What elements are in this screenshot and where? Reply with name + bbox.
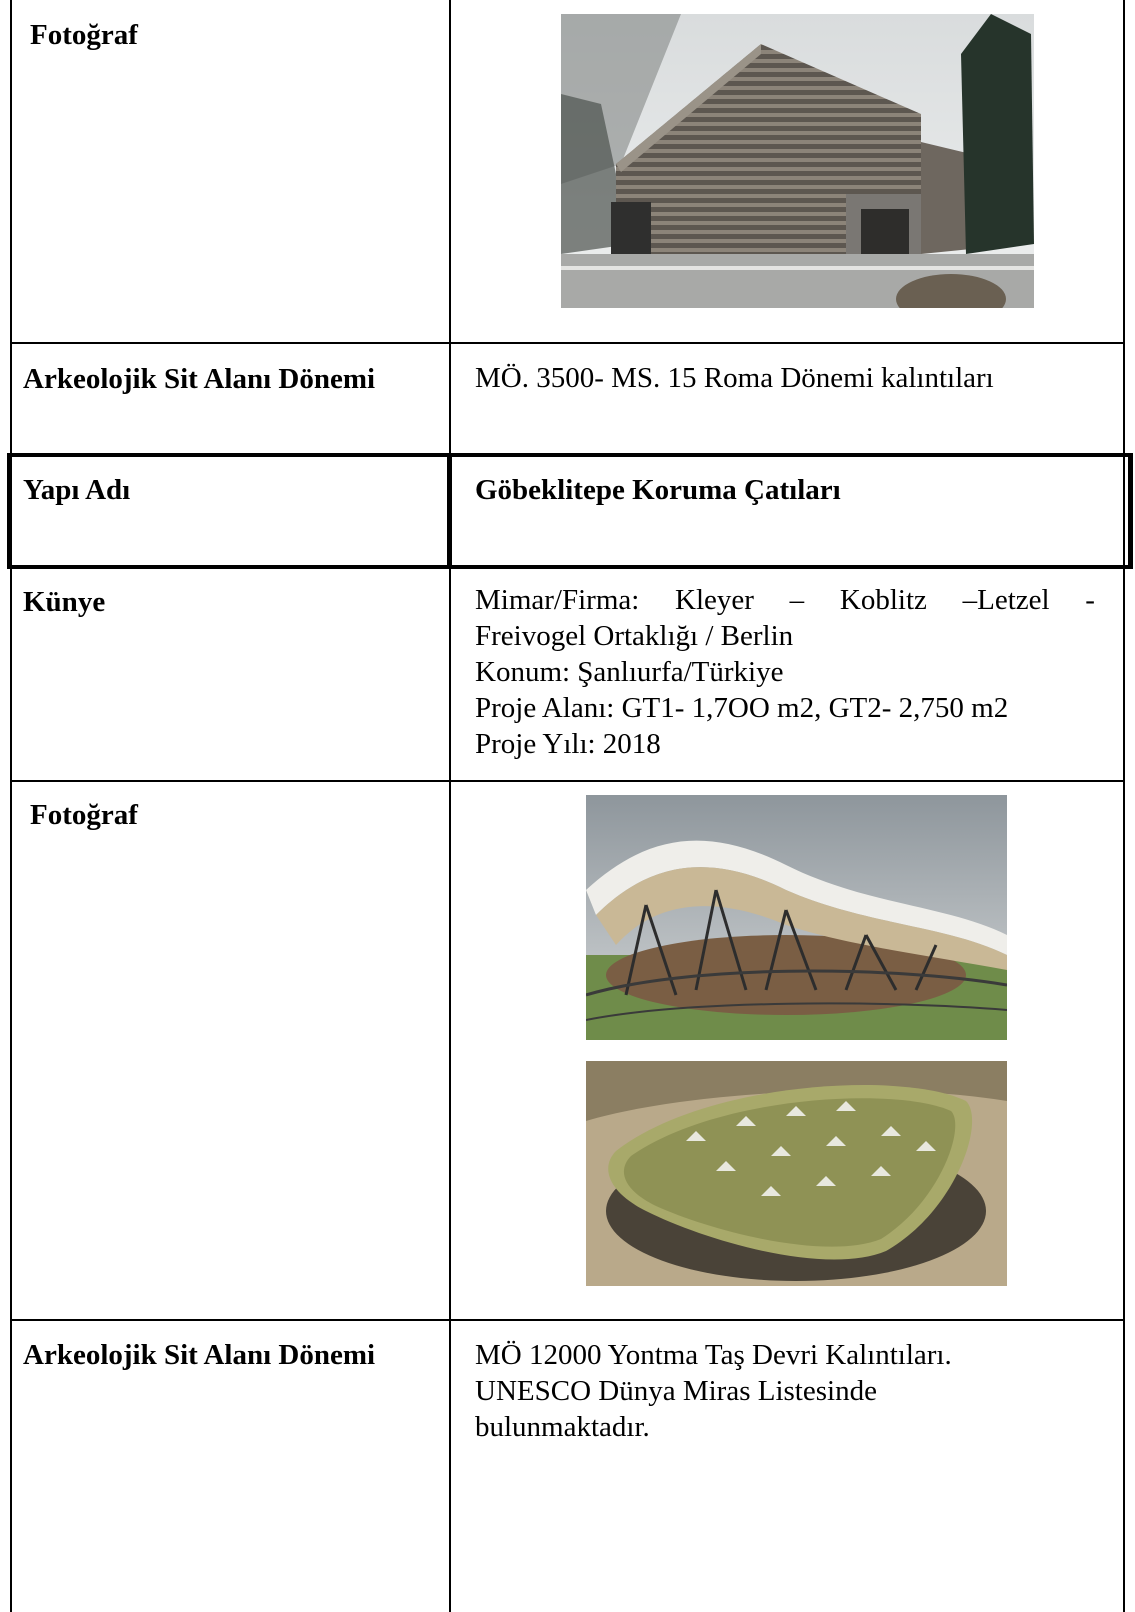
row-label-photo: Fotoğraf: [30, 799, 138, 831]
period-line: bulunmaktadır.: [475, 1411, 650, 1443]
row-label-period: Arkeolojik Sit Alanı Dönemi: [23, 363, 376, 395]
highlight-frame-left: [7, 453, 12, 569]
credits-area-line: Proje Alanı: GT1- 1,7OO m2, GT2- 2,750 m2: [475, 692, 1009, 724]
row-label-photo: Fotoğraf: [30, 19, 138, 51]
row-divider-thick: [10, 565, 1133, 569]
table-border-right: [1123, 0, 1125, 1612]
credits-architect-line: [475, 582, 1095, 618]
credits-block: [475, 582, 1115, 762]
credits-architect-name-3: –Letzel: [962, 584, 1050, 616]
credits-architect-name-2: Koblitz: [839, 584, 927, 616]
row-label-building-name: Yapı Adı: [23, 474, 131, 506]
period-value: MÖ. 3500- MS. 15 Roma Dönemi kalıntıları: [475, 362, 994, 394]
period-line: UNESCO Dünya Miras Listesinde: [475, 1375, 877, 1407]
credits-architect-name-1: Kleyer: [675, 584, 754, 616]
green-roof-aerial-photo: [586, 1061, 1007, 1286]
credits-dash: –: [789, 584, 805, 616]
wooden-slatted-building-photo: [561, 14, 1034, 308]
table-column-divider: [449, 0, 451, 1612]
credits-location-line: Konum: Şanlıurfa/Türkiye: [475, 656, 784, 688]
credits-year-line: Proje Yılı: 2018: [475, 728, 661, 760]
row-divider: [10, 780, 1125, 782]
credits-dash: -: [1085, 584, 1095, 616]
highlight-frame-mid: [447, 453, 452, 569]
period-line: MÖ 12000 Yontma Taş Devri Kalıntıları.: [475, 1339, 952, 1371]
period-description: [475, 1337, 1115, 1445]
row-label-credits: Künye: [23, 586, 106, 618]
credits-architect-label: Mimar/Firma:: [475, 584, 640, 616]
table-border-left: [10, 0, 12, 1612]
row-label-period: Arkeolojik Sit Alanı Dönemi: [23, 1339, 376, 1371]
curved-roof-side-photo: [586, 795, 1007, 1040]
document-table: [10, 0, 1133, 1612]
credits-partnership-line: Freivogel Ortaklığı / Berlin: [475, 620, 794, 652]
highlight-frame-right: [1128, 453, 1133, 569]
building-name-value: Göbeklitepe Koruma Çatıları: [475, 474, 841, 506]
row-divider: [10, 1319, 1125, 1321]
row-divider-thick: [10, 453, 1133, 457]
row-divider: [10, 342, 1125, 344]
